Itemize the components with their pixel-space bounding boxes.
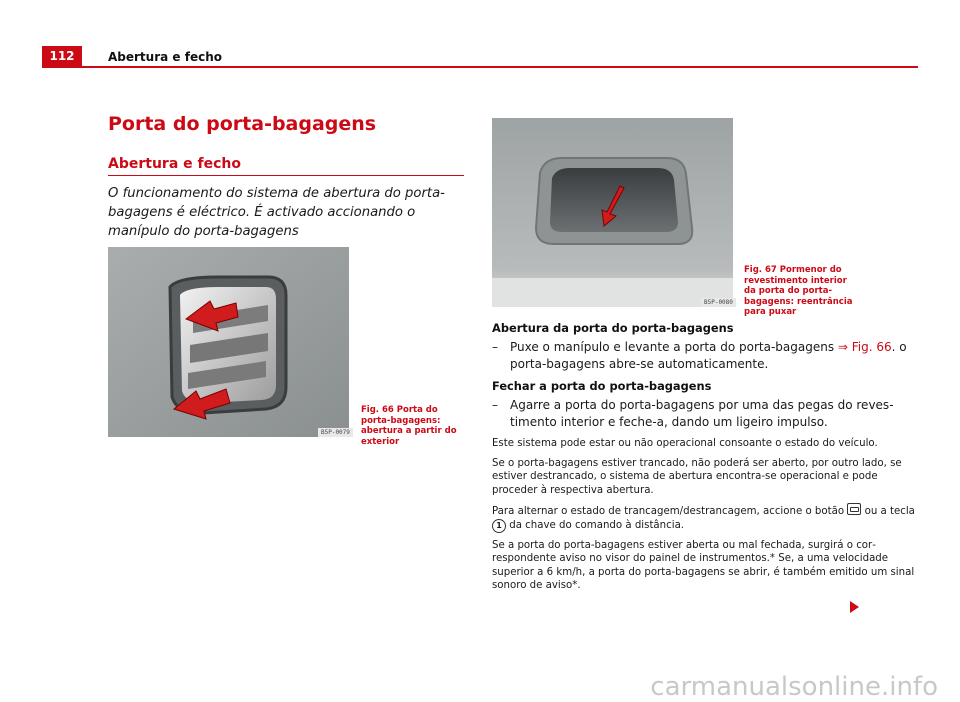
paragraph-3 <box>492 503 920 533</box>
paragraph-4: Se a porta do porta-bagagens estiver aberta ou mal fechada, surgirá o correspondente aviso no visor do painel de instrumentos.* Se, a uma velocidade superior a 6 km/h, a porta do porta-bagagens se abrir, é também emitido um sinal sonoro de aviso*. <box>492 539 915 591</box>
fig-67-photo <box>492 118 733 307</box>
fig-66-code: B5P-0079 <box>318 428 353 437</box>
close-step <box>492 397 920 431</box>
watermark: carmanualsonline.info <box>650 672 938 702</box>
fig-67-illustration <box>492 118 733 307</box>
paragraph-3-c: da chave do comando à distância. <box>506 519 685 531</box>
chapter-title: Abertura e fecho <box>108 50 222 64</box>
open-step-end: . o porta-bagagens abre-se automaticamente. <box>510 340 907 371</box>
paragraph-1: Este sistema pode estar ou não operacional consoante o estado do veículo. <box>492 438 878 449</box>
fig-66-caption: Fig. 66 Porta do porta-bagagens: abertura a partir do exterior <box>361 405 457 447</box>
fig-66-link[interactable]: ⇒ Fig. 66 <box>837 340 892 354</box>
subsection-title: Abertura e fecho <box>108 156 241 172</box>
fig-66-illustration <box>108 247 349 437</box>
paragraph-2: Se o porta-bagagens estiver trancado, não poderá ser aberto, por outro lado, se estiver destrancado, o sistema de abertura encontra-se operacional e pode proceder à respectiva abertura. <box>492 457 902 496</box>
tailgate-button-icon <box>847 503 861 515</box>
fig-66-photo <box>108 247 349 437</box>
step-dash: – <box>492 398 498 412</box>
key-number-badge: 1 <box>492 519 506 533</box>
fig-67-code: B5P-0080 <box>701 298 736 307</box>
fig-67-caption: Fig. 67 Pormenor do revestimento interior da porta do porta-bagagens: reentrância para puxar <box>744 265 853 317</box>
open-step <box>492 339 920 373</box>
step-dash: – <box>492 340 498 354</box>
open-step-text: Puxe o manípulo e levante a porta do porta-bagagens <box>510 340 838 354</box>
close-step-text: Agarre a porta do porta-bagagens por uma das pegas do revestimento interior e feche-a, dando um ligeiro impulso. <box>510 398 894 429</box>
open-heading: Abertura da porta do porta-bagagens <box>492 321 734 335</box>
page-number: 112 <box>42 46 82 67</box>
paragraph-3-a: Para alternar o estado de trancagem/destrancagem, accione o botão <box>492 506 848 517</box>
section-title: Porta do porta-bagagens <box>108 113 377 135</box>
paragraph-3-b: ou a tecla <box>861 506 915 517</box>
header-rule <box>42 66 918 68</box>
subsection-rule <box>108 175 464 176</box>
instructions <box>492 321 920 599</box>
intro-text: O funcionamento do sistema de abertura do porta-bagagens é eléctrico. É activado accionando o manípulo do porta-bagagens <box>108 186 445 239</box>
continue-arrow-icon <box>850 601 859 613</box>
close-heading: Fechar a porta do porta-bagagens <box>492 379 712 393</box>
